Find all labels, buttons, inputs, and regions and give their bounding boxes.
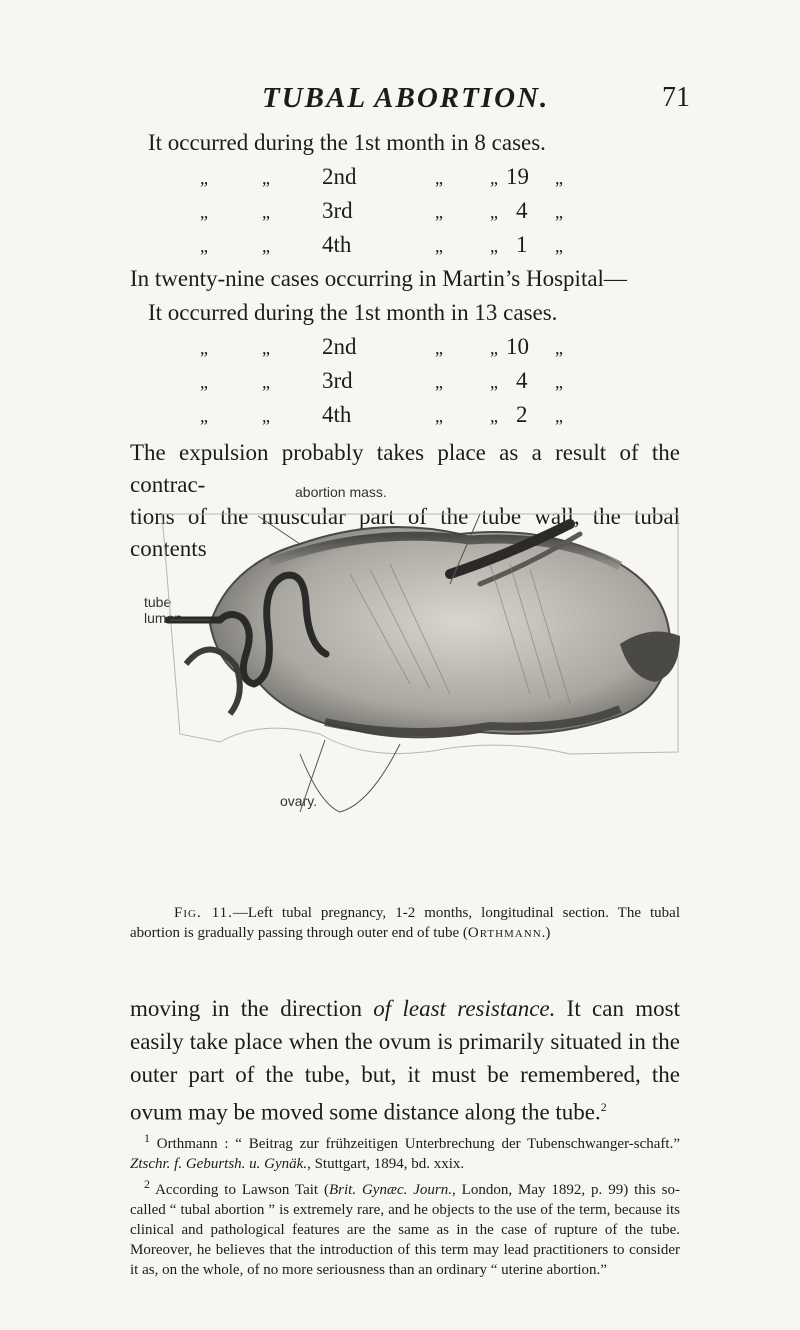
- paragraph-fragment: It can most easily take place when the ovum is primarily situated in the outer part of the tube, but, it must be remembered, the ovum may be moved some distance along the tube.: [130, 996, 681, 1125]
- ditto-mark: „: [262, 202, 270, 222]
- case-count: 2: [516, 402, 528, 427]
- ditto-mark: „: [555, 168, 563, 188]
- footnote-text: , London, May 1892, p. 99) this so-called “ tubal abortion ” is extremely rare, and he objects to the use of the term, because its clinical and pathological features are the same as in the case of rupture of the tube. Moreover, he believes that the introduction of this term may lead practitioners to consider it as, on the whole, of no more seriousness than an ordinary “ uterine abortion.”: [130, 1182, 680, 1278]
- ditto-mark: „: [435, 372, 443, 392]
- label-lumen: lumen: [144, 610, 183, 626]
- ditto-mark: „: [490, 372, 498, 392]
- footnote-journal: Brit. Gynæc. Journ.: [328, 1182, 453, 1198]
- page-header: [0, 82, 800, 122]
- case-count: 19: [506, 164, 529, 189]
- paragraph-least-resistance: [130, 992, 680, 1129]
- ditto-mark: „: [555, 338, 563, 358]
- ditto-mark: „: [490, 236, 498, 256]
- stats-row: [0, 402, 800, 432]
- paragraph-line: The expulsion probably takes place as a result of the contrac-: [130, 440, 680, 497]
- footnote-text: According to Lawson Tait (: [150, 1182, 329, 1198]
- footnote-1: [130, 1128, 680, 1174]
- ditto-mark: „: [490, 338, 498, 358]
- stats-lead-line: It occurred during the 1st month in 8 cases.: [148, 130, 546, 155]
- stats-row: [0, 198, 800, 228]
- figure-reference: Fig. 11.: [174, 905, 233, 921]
- ditto-mark: „: [200, 236, 208, 256]
- footnote-2: [130, 1174, 680, 1280]
- stats-row: [0, 164, 800, 194]
- running-title: TUBAL ABORTION.: [262, 82, 550, 114]
- ditto-mark: „: [200, 338, 208, 358]
- month-value: 3rd: [322, 368, 353, 393]
- label-abortion-mass: abortion mass.: [295, 484, 387, 500]
- caption-body: —Left tubal pregnancy, 1-2 months, longitudinal section. The tubal abortion is gradually passing through outer end of tube (: [130, 905, 680, 941]
- paragraph-fragment: moving in the direction: [130, 996, 374, 1021]
- paragraph-text: [130, 992, 680, 1129]
- ditto-mark: „: [262, 236, 270, 256]
- ditto-mark: „: [262, 168, 270, 188]
- case-count: 4: [516, 198, 528, 223]
- ditto-mark: „: [435, 202, 443, 222]
- footnote-mark: 1: [144, 1131, 150, 1145]
- ditto-mark: „: [262, 372, 270, 392]
- month-value: 2nd: [322, 334, 357, 359]
- ditto-mark: „: [262, 338, 270, 358]
- ditto-mark: „: [490, 168, 498, 188]
- case-count: 10: [506, 334, 529, 359]
- figure-tubal-section: [144, 480, 690, 890]
- ditto-mark: „: [555, 406, 563, 426]
- ditto-mark: „: [490, 406, 498, 426]
- footnote-journal: Ztschr. f. Geburtsh. u. Gynäk.: [130, 1156, 308, 1172]
- martin-hospital-line: In twenty-nine cases occurring in Martin’s Hospital—: [130, 266, 627, 291]
- caption-text: [130, 903, 680, 943]
- caption-end: .): [541, 925, 551, 941]
- caption-author: Orthmann: [467, 925, 542, 941]
- label-ovary: ovary.: [280, 793, 318, 809]
- ditto-mark: „: [435, 406, 443, 426]
- footnote-text: , Stuttgart, 1894, bd. xxix.: [307, 1156, 465, 1172]
- ditto-mark: „: [200, 202, 208, 222]
- stats-row: [0, 232, 800, 262]
- month-value: 3rd: [322, 198, 353, 223]
- ditto-mark: „: [435, 338, 443, 358]
- figure-caption: [130, 903, 680, 943]
- stats-lead-line: It occurred during the 1st month in 13 cases.: [148, 300, 558, 325]
- ditto-mark: „: [200, 372, 208, 392]
- label-tube: tube: [144, 594, 172, 610]
- page-number: 71: [662, 82, 690, 113]
- tubal-section-illustration: [150, 504, 690, 814]
- ditto-mark: „: [200, 168, 208, 188]
- stats-row: [0, 368, 800, 398]
- month-value: 2nd: [322, 164, 357, 189]
- month-value: 4th: [322, 402, 352, 427]
- ditto-mark: „: [262, 406, 270, 426]
- ditto-mark: „: [555, 372, 563, 392]
- ditto-mark: „: [435, 168, 443, 188]
- case-count: 1: [516, 232, 528, 257]
- ditto-mark: „: [555, 202, 563, 222]
- footnote-text: Orthmann : “ Beitrag zur frühzeitigen Unterbrechung der Tubenschwanger-schaft.”: [150, 1136, 680, 1152]
- stats-row: [0, 334, 800, 364]
- month-value: 4th: [322, 232, 352, 257]
- footnote-mark: 2: [144, 1177, 150, 1191]
- case-count: 4: [516, 368, 528, 393]
- paragraph-line: tions of the muscular part of the tube wall, the tubal contents: [130, 504, 680, 561]
- ditto-mark: „: [200, 406, 208, 426]
- footnote-ref: 2: [600, 1100, 607, 1114]
- emphasis-text: of least resistance.: [373, 996, 556, 1021]
- ditto-mark: „: [435, 236, 443, 256]
- ditto-mark: „: [555, 236, 563, 256]
- footnotes: [130, 1128, 680, 1280]
- ditto-mark: „: [490, 202, 498, 222]
